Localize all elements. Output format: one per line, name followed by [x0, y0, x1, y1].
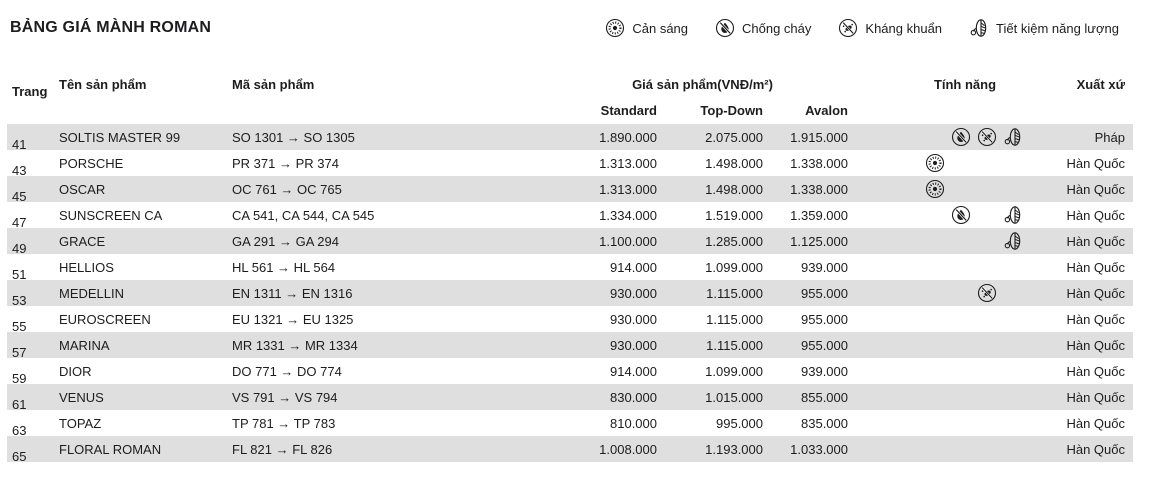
feature-slot-energy: [1000, 436, 1026, 462]
cell-features: [848, 202, 1026, 228]
table-row: [7, 124, 1133, 150]
cell-features: [848, 436, 1026, 462]
feature-slot-fire: [948, 202, 974, 228]
cell-price-topdown: 1.115.000: [706, 285, 763, 301]
feature-slot-light: [922, 410, 948, 436]
feature-slot-energy: [1000, 280, 1026, 306]
cell-page: 53: [12, 292, 27, 308]
cell-price-standard: 1.313.000: [599, 181, 657, 197]
cell-page: 41: [12, 136, 27, 152]
cell-origin: Hàn Quốc: [1066, 259, 1125, 275]
cell-page: 43: [12, 162, 27, 178]
cell-page: 47: [12, 214, 27, 230]
cell-origin: Hàn Quốc: [1066, 363, 1125, 379]
cell-origin: Hàn Quốc: [1066, 233, 1125, 249]
cell-product-name: SOLTIS MASTER 99: [59, 129, 181, 145]
col-header-price-group: Giá sản phẩm(VNĐ/m²): [632, 76, 773, 92]
table-row: [7, 358, 1133, 384]
cell-product-code: TP 781 → TP 783: [232, 415, 336, 431]
cell-price-standard: 914.000: [610, 363, 657, 379]
table-row: [7, 332, 1133, 358]
cell-product-code: GA 291 → GA 294: [232, 233, 339, 249]
cell-features: [848, 124, 1026, 150]
feature-slot-bacteria: [974, 124, 1000, 150]
cell-features: [848, 384, 1026, 410]
cell-price-standard: 1.008.000: [599, 441, 657, 457]
cell-origin: Hàn Quốc: [1066, 337, 1125, 353]
legend-item-bacteria: [838, 18, 942, 38]
cell-price-standard: 930.000: [610, 285, 657, 301]
feature-slot-energy: [1000, 228, 1026, 254]
cell-price-avalon: 939.000: [801, 259, 848, 275]
cell-product-code: DO 771 → DO 774: [232, 363, 342, 379]
cell-price-avalon: 1.338.000: [790, 181, 848, 197]
table-body: [7, 124, 1133, 462]
feature-slot-bacteria: [974, 228, 1000, 254]
feature-slot-light: [922, 280, 948, 306]
col-header-avalon: Avalon: [805, 102, 848, 118]
cell-origin: Hàn Quốc: [1066, 181, 1125, 197]
legend-item-fire: [715, 18, 811, 38]
feature-slot-bacteria: [974, 384, 1000, 410]
feature-slot-energy: [1000, 332, 1026, 358]
feature-slot-bacteria: [974, 150, 1000, 176]
cell-origin: Hàn Quốc: [1066, 285, 1125, 301]
cell-price-standard: 1.313.000: [599, 155, 657, 171]
cell-price-avalon: 955.000: [801, 311, 848, 327]
cell-product-code: MR 1331 → MR 1334: [232, 337, 358, 353]
fire-icon: [951, 127, 971, 147]
cell-product-name: TOPAZ: [59, 415, 102, 431]
feature-slot-energy: [1000, 306, 1026, 332]
feature-slot-energy: [1000, 384, 1026, 410]
cell-product-name: DIOR: [59, 363, 92, 379]
energy-icon: [1003, 231, 1023, 251]
cell-features: [848, 332, 1026, 358]
cell-product-name: HELLIOS: [59, 259, 114, 275]
feature-slot-light: [922, 228, 948, 254]
cell-page: 57: [12, 344, 27, 360]
header-bar: [7, 14, 1133, 42]
feature-slot-bacteria: [974, 176, 1000, 202]
table-row: [7, 280, 1133, 306]
cell-product-code: CA 541, CA 544, CA 545: [232, 207, 375, 223]
cell-price-avalon: 939.000: [801, 363, 848, 379]
cell-page: 55: [12, 318, 27, 334]
cell-page: 61: [12, 396, 27, 412]
cell-price-topdown: 1.285.000: [705, 233, 763, 249]
cell-price-standard: 1.100.000: [599, 233, 657, 249]
feature-slot-light: [922, 176, 948, 202]
cell-page: 51: [12, 266, 27, 282]
cell-price-standard: 914.000: [610, 259, 657, 275]
legend-label-bacteria: Kháng khuẩn: [865, 20, 943, 36]
cell-features: [848, 306, 1026, 332]
feature-slot-light: [922, 150, 948, 176]
feature-slot-light: [922, 358, 948, 384]
table-row: [7, 306, 1133, 332]
table-header-main: [7, 72, 1133, 99]
col-header-code: Mã sản phẩm: [232, 76, 315, 92]
feature-slot-fire: [948, 150, 974, 176]
cell-price-topdown: 1.115.000: [706, 337, 763, 353]
feature-slot-light: [922, 384, 948, 410]
legend-item-light: [605, 18, 688, 38]
feature-slot-fire: [948, 358, 974, 384]
feature-slot-fire: [948, 280, 974, 306]
legend-label-fire: Chống cháy: [742, 20, 812, 36]
cell-product-code: SO 1301 → SO 1305: [232, 129, 355, 145]
cell-product-name: MEDELLIN: [59, 285, 125, 301]
cell-product-code: PR 371 → PR 374: [232, 155, 339, 171]
col-header-page: Trang: [12, 83, 48, 99]
table-row: [7, 150, 1133, 176]
cell-price-topdown: 1.519.000: [705, 207, 763, 223]
feature-slot-fire: [948, 254, 974, 280]
cell-product-code: OC 761 → OC 765: [232, 181, 342, 197]
feature-slot-bacteria: [974, 332, 1000, 358]
cell-product-code: VS 791 → VS 794: [232, 389, 338, 405]
antibacterial-icon: [838, 18, 858, 38]
cell-product-name: GRACE: [59, 233, 106, 249]
page-title: BẢNG GIÁ MÀNH ROMAN: [10, 19, 212, 36]
cell-page: 63: [12, 422, 27, 438]
cell-price-topdown: 1.498.000: [705, 155, 763, 171]
bacteria-icon: [977, 127, 997, 147]
cell-product-code: HL 561 → HL 564: [232, 259, 336, 275]
table-header-sub: [7, 96, 1133, 124]
cell-price-avalon: 1.338.000: [790, 155, 848, 171]
light-icon: [925, 153, 945, 173]
light-blocking-icon: [605, 18, 625, 38]
cell-price-topdown: 2.075.000: [705, 129, 763, 145]
cell-price-avalon: 855.000: [801, 389, 848, 405]
cell-page: 59: [12, 370, 27, 386]
cell-product-code: EU 1321 → EU 1325: [232, 311, 354, 327]
light-icon: [925, 179, 945, 199]
feature-slot-fire: [948, 384, 974, 410]
col-header-name: Tên sản phẩm: [59, 76, 147, 92]
col-header-features: Tính năng: [933, 76, 997, 92]
feature-slot-energy: [1000, 150, 1026, 176]
cell-price-standard: 810.000: [610, 415, 657, 431]
feature-slot-light: [922, 202, 948, 228]
legend-label-energy: Tiết kiệm năng lượng: [996, 20, 1119, 36]
feature-slot-energy: [1000, 410, 1026, 436]
feature-slot-light: [922, 332, 948, 358]
feature-slot-energy: [1000, 254, 1026, 280]
cell-price-standard: 1.334.000: [599, 207, 657, 223]
feature-slot-fire: [948, 124, 974, 150]
cell-price-topdown: 995.000: [716, 415, 763, 431]
cell-product-name: FLORAL ROMAN: [59, 441, 162, 457]
table-row: [7, 202, 1133, 228]
cell-price-avalon: 1.125.000: [790, 233, 848, 249]
table-row: [7, 228, 1133, 254]
table-row: [7, 436, 1133, 462]
cell-features: [848, 280, 1026, 306]
cell-page: 45: [12, 188, 27, 204]
feature-slot-energy: [1000, 176, 1026, 202]
cell-origin: Hàn Quốc: [1066, 155, 1125, 171]
feature-slot-fire: [948, 410, 974, 436]
cell-origin: Pháp: [1094, 129, 1125, 145]
feature-slot-energy: [1000, 124, 1026, 150]
cell-origin: Hàn Quốc: [1066, 441, 1125, 457]
cell-price-avalon: 1.033.000: [790, 441, 848, 457]
cell-page: 65: [12, 448, 27, 464]
cell-features: [848, 176, 1026, 202]
energy-icon: [1003, 127, 1023, 147]
cell-price-topdown: 1.099.000: [705, 363, 763, 379]
cell-product-code: EN 1311 → EN 1316: [232, 285, 353, 301]
col-header-standard: Standard: [600, 102, 657, 118]
cell-price-avalon: 955.000: [801, 285, 848, 301]
cell-product-name: MARINA: [59, 337, 110, 353]
feature-slot-energy: [1000, 358, 1026, 384]
feature-slot-fire: [948, 306, 974, 332]
cell-origin: Hàn Quốc: [1066, 207, 1125, 223]
cell-price-topdown: 1.498.000: [705, 181, 763, 197]
cell-price-avalon: 835.000: [801, 415, 848, 431]
feature-slot-bacteria: [974, 254, 1000, 280]
fire-resistant-icon: [715, 18, 735, 38]
feature-slot-bacteria: [974, 436, 1000, 462]
energy-saving-icon: [969, 18, 989, 38]
cell-price-topdown: 1.193.000: [705, 441, 763, 457]
table-row: [7, 176, 1133, 202]
legend-item-energy: [969, 18, 1119, 38]
legend-label-light: Cản sáng: [632, 20, 689, 36]
cell-features: [848, 410, 1026, 436]
cell-features: [848, 150, 1026, 176]
cell-price-topdown: 1.099.000: [705, 259, 763, 275]
table-row: [7, 384, 1133, 410]
cell-price-topdown: 1.115.000: [706, 311, 763, 327]
cell-page: 49: [12, 240, 27, 256]
cell-price-standard: 830.000: [610, 389, 657, 405]
feature-slot-bacteria: [974, 410, 1000, 436]
feature-slot-bacteria: [974, 202, 1000, 228]
cell-origin: Hàn Quốc: [1066, 415, 1125, 431]
cell-features: [848, 254, 1026, 280]
feature-slot-fire: [948, 436, 974, 462]
cell-product-name: SUNSCREEN CA: [59, 207, 163, 223]
cell-price-avalon: 1.359.000: [790, 207, 848, 223]
feature-slot-bacteria: [974, 280, 1000, 306]
feature-slot-bacteria: [974, 306, 1000, 332]
bacteria-icon: [977, 283, 997, 303]
cell-price-standard: 930.000: [610, 311, 657, 327]
table-row: [7, 254, 1133, 280]
cell-price-topdown: 1.015.000: [705, 389, 763, 405]
feature-slot-light: [922, 124, 948, 150]
cell-origin: Hàn Quốc: [1066, 311, 1125, 327]
feature-legend: [605, 18, 1119, 38]
feature-slot-fire: [948, 176, 974, 202]
cell-features: [848, 358, 1026, 384]
cell-price-avalon: 955.000: [801, 337, 848, 353]
table-row: [7, 410, 1133, 436]
feature-slot-fire: [948, 228, 974, 254]
col-header-origin: Xuất xứ: [1076, 76, 1125, 92]
cell-product-name: OSCAR: [59, 181, 106, 197]
col-header-topdown: Top-Down: [700, 102, 763, 118]
feature-slot-light: [922, 254, 948, 280]
cell-product-name: PORSCHE: [59, 155, 124, 171]
cell-origin: Hàn Quốc: [1066, 389, 1125, 405]
feature-slot-energy: [1000, 202, 1026, 228]
price-table: [7, 72, 1133, 462]
fire-icon: [951, 205, 971, 225]
cell-features: [848, 228, 1026, 254]
cell-price-standard: 930.000: [610, 337, 657, 353]
feature-slot-bacteria: [974, 358, 1000, 384]
cell-price-standard: 1.890.000: [599, 129, 657, 145]
cell-product-name: VENUS: [59, 389, 104, 405]
cell-product-name: EUROSCREEN: [59, 311, 151, 327]
feature-slot-light: [922, 306, 948, 332]
cell-product-code: FL 821 → FL 826: [232, 441, 333, 457]
energy-icon: [1003, 205, 1023, 225]
feature-slot-light: [922, 436, 948, 462]
feature-slot-fire: [948, 332, 974, 358]
cell-price-avalon: 1.915.000: [790, 129, 848, 145]
